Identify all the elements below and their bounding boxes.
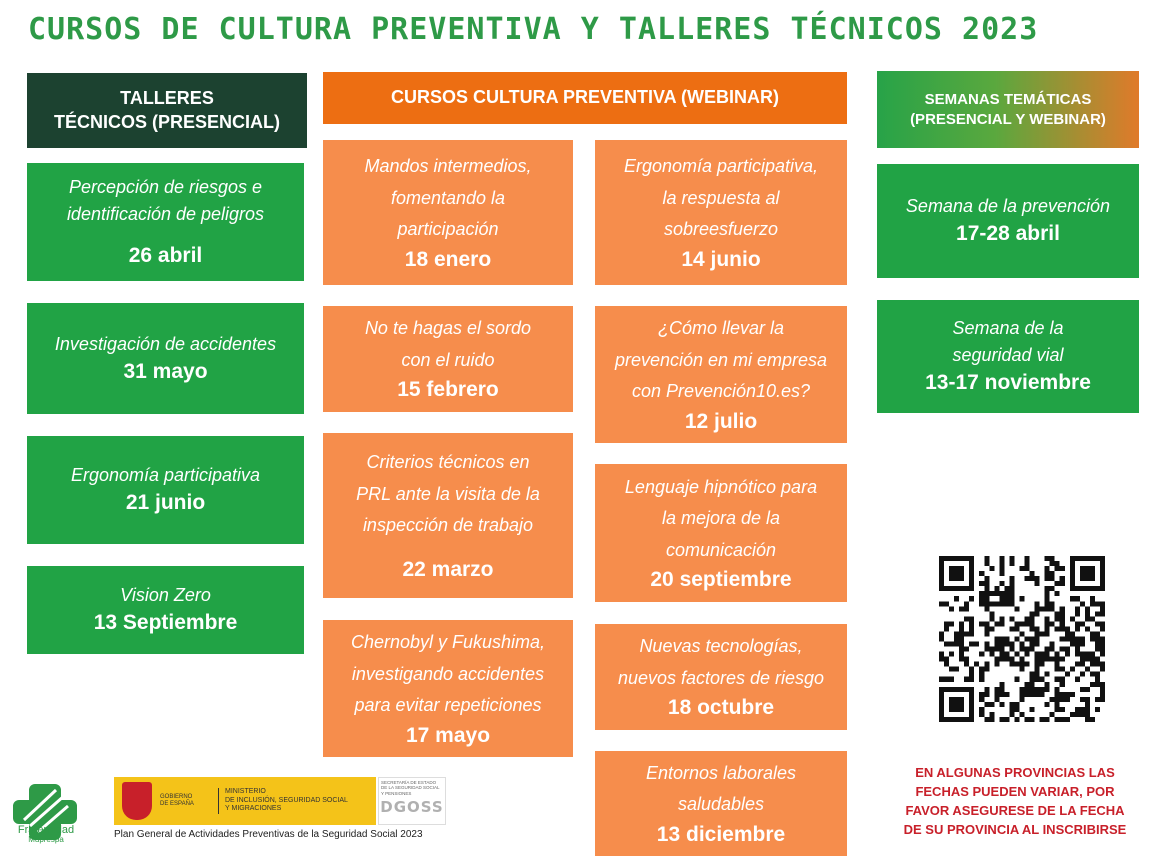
taller-title-line: Vision Zero <box>120 585 211 606</box>
taller-title-line: Investigación de accidentes <box>54 333 277 354</box>
gobierno-line: DE ESPAÑA <box>160 801 194 807</box>
ministerio-line: MINISTERIO <box>225 788 266 796</box>
curso-card <box>595 140 847 285</box>
curso-card <box>595 624 847 730</box>
qr-code-icon[interactable] <box>939 556 1105 722</box>
header-talleres-line-2: TÉCNICOS (PRESENCIAL) <box>53 111 280 132</box>
curso-title-line: PRL ante la visita de la <box>356 483 540 504</box>
ministerio-text <box>218 788 365 813</box>
curso-card <box>323 620 573 757</box>
secretaria-line: Y PENSIONES <box>381 790 412 796</box>
curso-title-line: la respuesta al <box>662 187 780 208</box>
curso-title-line: saludables <box>677 794 765 815</box>
date-variation-note <box>880 764 1150 839</box>
curso-title-line: sobreesfuerzo <box>663 219 779 240</box>
taller-card <box>27 303 304 414</box>
curso-date: 18 enero <box>404 247 492 271</box>
dgoss-mark: DGOSS <box>380 798 444 817</box>
taller-card <box>27 163 304 281</box>
page-title: CURSOS DE CULTURA PREVENTIVA Y TALLERES TÉCNICOS 2023 <box>28 12 1039 47</box>
header-semanas-line-1: SEMANAS TEMÁTICAS <box>924 91 1092 108</box>
taller-date: 13 Septiembre <box>93 611 238 635</box>
gobierno-line: GOBIERNO <box>160 793 193 800</box>
gobierno-logo <box>114 777 376 825</box>
taller-title-line: identificación de peligros <box>66 203 265 224</box>
gobierno-text <box>160 794 208 808</box>
curso-date: 14 junio <box>681 247 761 271</box>
curso-title-line: Lenguaje hipnótico para <box>624 476 818 497</box>
spain-coat-of-arms-icon <box>122 782 152 820</box>
plan-general-caption: Plan General de Actividades Preventivas de la Seguridad Social 2023 <box>114 829 423 840</box>
header-semanas-line-2: (PRESENCIAL Y WEBINAR) <box>910 110 1106 128</box>
taller-date: 26 abril <box>128 243 203 267</box>
semana-card <box>877 164 1139 278</box>
curso-title-line: prevención en mi empresa <box>614 349 828 370</box>
ministerio-line: DE INCLUSIÓN, SEGURIDAD SOCIAL <box>225 796 348 804</box>
ministerio-line: Y MIGRACIONES <box>225 805 282 813</box>
fraternidad-subname: Muprespa <box>28 835 64 845</box>
curso-date: 17 mayo <box>405 723 491 747</box>
semana-date: 17-28 abril <box>956 222 1060 246</box>
semana-title-line: seguridad vial <box>952 345 1064 366</box>
curso-date: 15 febrero <box>397 378 499 402</box>
curso-title-line: Nuevas tecnologías, <box>639 636 803 657</box>
curso-title-line: No te hagas el sordo <box>364 318 532 339</box>
semana-card <box>877 300 1139 413</box>
curso-card <box>595 306 847 443</box>
curso-title-line: Mandos intermedios, <box>364 156 532 177</box>
curso-title-line: Chernobyl y Fukushima, <box>350 632 546 653</box>
header-talleres-line-1: TALLERES <box>120 88 214 109</box>
curso-title-line: para evitar repeticiones <box>354 695 542 716</box>
curso-card <box>595 464 847 602</box>
fraternidad-logo-text <box>6 824 86 845</box>
curso-title-line: participación <box>397 219 499 240</box>
note-line: FAVOR ASEGURESE DE LA FECHA <box>905 802 1125 818</box>
taller-card <box>27 566 304 654</box>
curso-date: 12 julio <box>684 409 758 433</box>
curso-title-line: ¿Cómo llevar la <box>657 318 785 339</box>
curso-title-line: con el ruido <box>401 349 495 370</box>
curso-date: 13 diciembre <box>656 822 786 846</box>
taller-title-line: Ergonomía participativa <box>70 465 261 486</box>
curso-title-line: con Prevención10.es? <box>631 381 811 402</box>
note-line: FECHAS PUEDEN VARIAR, POR <box>915 783 1115 799</box>
curso-title-line: nuevos factores de riesgo <box>617 667 825 688</box>
semana-date: 13-17 noviembre <box>925 371 1091 395</box>
curso-date: 20 septiembre <box>650 568 792 592</box>
secretaria-line: DE LA SEGURIDAD SOCIAL <box>381 785 440 791</box>
semana-title-line: Semana de la <box>952 318 1064 339</box>
fraternidad-name: Fraternidad <box>17 824 75 836</box>
curso-card <box>323 433 573 598</box>
curso-card <box>323 306 573 412</box>
note-line: EN ALGUNAS PROVINCIAS LAS <box>915 765 1115 780</box>
curso-date: 18 octubre <box>667 696 775 720</box>
secretaria-text <box>379 778 445 798</box>
semana-title-line: Semana de la prevención <box>905 196 1111 217</box>
curso-title-line: comunicación <box>665 539 777 560</box>
curso-title-line: inspección de trabajo <box>362 515 534 536</box>
curso-title-line: investigando accidentes <box>351 663 545 684</box>
taller-date: 21 junio <box>125 491 206 515</box>
curso-title-line: la mejora de la <box>661 508 781 529</box>
curso-title-line: fomentando la <box>390 187 506 208</box>
taller-date: 31 mayo <box>123 359 208 383</box>
curso-card <box>595 751 847 856</box>
curso-title-line: Ergonomía participativa, <box>623 156 819 177</box>
curso-title-line: Entornos laborales <box>645 762 797 783</box>
curso-date: 22 marzo <box>402 557 494 581</box>
taller-card <box>27 436 304 544</box>
header-talleres <box>27 73 307 148</box>
curso-card <box>323 140 573 285</box>
secretaria-line: SECRETARÍA DE ESTADO <box>381 780 437 785</box>
dgoss-logo <box>378 777 446 825</box>
header-semanas <box>877 71 1139 148</box>
note-line: DE SU PROVINCIA AL INSCRIBIRSE <box>903 821 1127 837</box>
header-cursos: CURSOS CULTURA PREVENTIVA (WEBINAR) <box>323 72 847 124</box>
taller-title-line: Percepción de riesgos e <box>68 176 263 197</box>
curso-title-line: Criterios técnicos en <box>366 452 530 473</box>
